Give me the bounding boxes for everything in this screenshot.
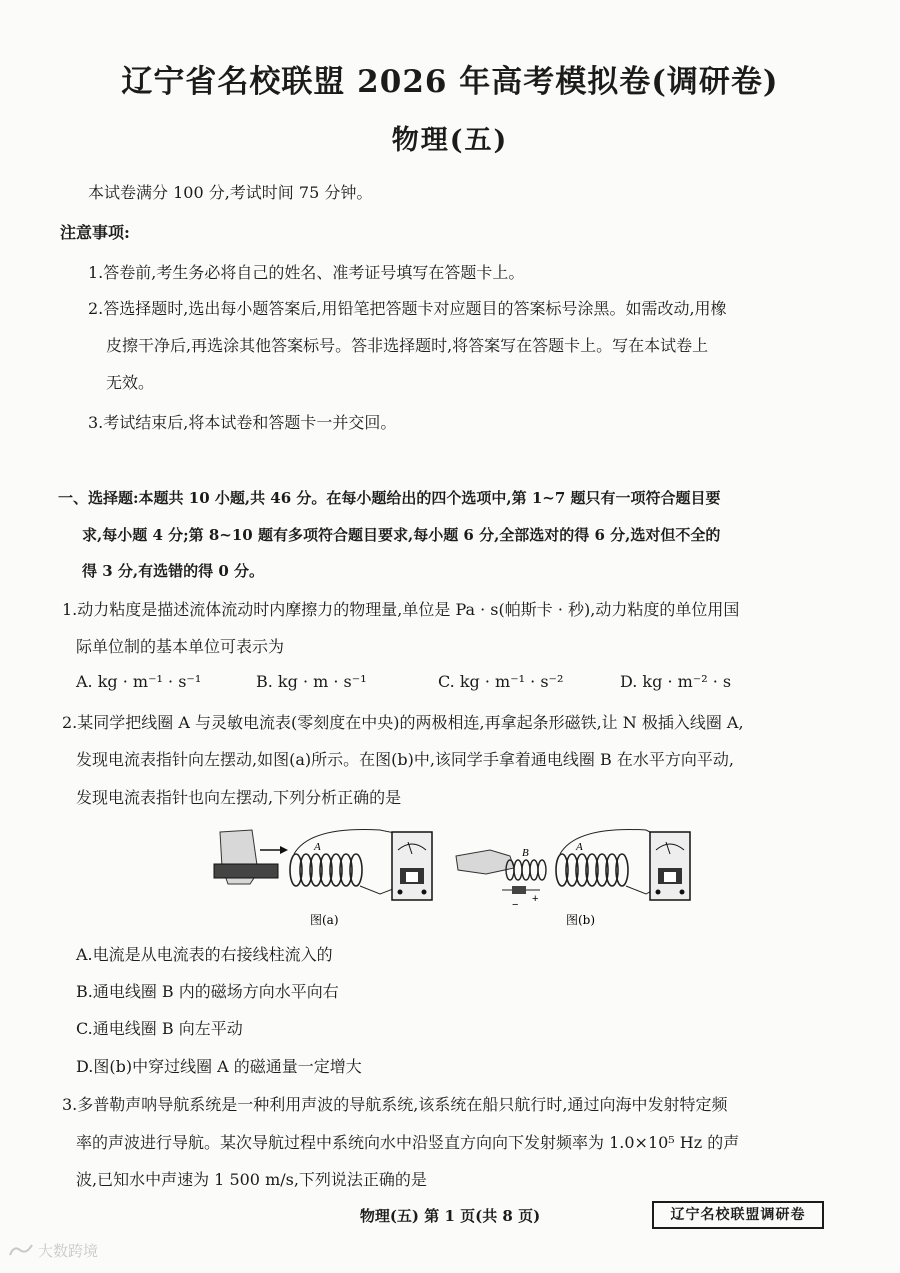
notice-item: 3.考试结束后,将本试卷和答题卡一并交回。 [88,413,397,432]
figure-b-caption: 图(b) [566,913,596,927]
coil-label: A [576,841,583,853]
bar-magnet-icon [214,864,278,878]
footer-badge: 辽宁名校联盟调研卷 [652,1201,824,1229]
section-heading: 一、选择题:本题共 10 小题,共 46 分。在每小题给出的四个选项中,第 1~7 题只有一项符合题目要 [58,489,721,507]
notice-item: 皮擦干净后,再选涂其他答案标号。答非选择题时,将答案写在答题卡上。写在本试卷上 [106,336,709,355]
question-1-option-b: B. kg · m · s⁻¹ [256,672,367,691]
watermark-text: 大数跨境 [38,1242,99,1260]
notice-heading: 注意事项: [60,223,130,242]
coil-a-icon [290,854,362,886]
battery-minus: − [512,899,519,911]
question-2-option-d: D.图(b)中穿过线圈 A 的磁通量一定增大 [76,1057,362,1076]
question-3-stem: 率的声波进行导航。某次导航过程中系统向水中沿竖直方向向下发射频率为 1.0×10⁵ Hz 的声 [76,1133,740,1152]
question-1-option-c: C. kg · m⁻¹ · s⁻² [438,672,564,691]
question-1-stem: 际单位制的基本单位可表示为 [76,637,285,656]
question-1-option-d: D. kg · m⁻² · s [620,672,732,691]
figure-a-caption: 图(a) [310,913,339,927]
exam-title: 辽宁省名校联盟 2026 年高考模拟卷(调研卷) [121,64,779,100]
battery-icon [512,886,526,894]
question-2-stem: 2.某同学把线圈 A 与灵敏电流表(零刻度在中央)的两极相连,再拿起条形磁铁,让 N 极插入线圈 A, [62,713,744,732]
intro-text: 本试卷满分 100 分,考试时间 75 分钟。 [88,183,373,202]
question-3-stem: 波,已知水中声速为 1 500 m/s,下列说法正确的是 [76,1170,427,1189]
page-footer: 物理(五) 第 1 页(共 8 页) [359,1207,541,1225]
question-2-option-c: C.通电线圈 B 向左平动 [76,1019,243,1038]
galvanometer-icon [650,832,690,900]
coil-label: B [522,847,529,859]
question-1-stem: 1.动力粘度是描述流体流动时内摩擦力的物理量,单位是 Pa · s(帕斯卡 · 秒),动力粘度的单位用国 [62,600,740,619]
battery-plus: + [532,893,539,905]
question-2-option-a: A.电流是从电流表的右接线柱流入的 [76,945,333,964]
arrow-right-icon [280,846,288,854]
coil-label: A [314,841,321,853]
galvanometer-icon [392,832,432,900]
exam-subtitle: 物理(五) [391,125,509,156]
notice-item: 无效。 [106,373,155,392]
watermark [8,1240,98,1261]
circuit-diagram [210,812,700,927]
hand-icon [456,850,514,874]
question-2-option-b: B.通电线圈 B 内的磁场方向水平向右 [76,982,339,1001]
question-2-stem: 发现电流表指针也向左摆动,下列分析正确的是 [76,788,402,807]
watermark-logo-icon [8,1243,34,1261]
section-heading-line: 求,每小题 4 分;第 8~10 题有多项符合题目要求,每小题 6 分,全部选对的得 6 分,选对但不全的 [82,526,721,544]
question-2-stem: 发现电流表指针向左摆动,如图(a)所示。在图(b)中,该同学手拿着通电线圈 B 在水平方向平动, [76,750,734,769]
coil-a-icon [556,854,628,886]
question-1-option-a: A. kg · m⁻¹ · s⁻¹ [76,672,202,691]
notice-item: 1.答卷前,考生务必将自己的姓名、准考证号填写在答题卡上。 [88,263,525,282]
section-heading-line: 得 3 分,有选错的得 0 分。 [82,562,264,580]
question-2-figure [210,812,700,927]
notice-item: 2.答选择题时,选出每小题答案后,用铅笔把答题卡对应题目的答案标号涂黑。如需改动,用橡 [88,299,727,318]
question-3-stem: 3.多普勒声呐导航系统是一种利用声波的导航系统,该系统在船只航行时,通过向海中发射特定频 [62,1095,728,1114]
